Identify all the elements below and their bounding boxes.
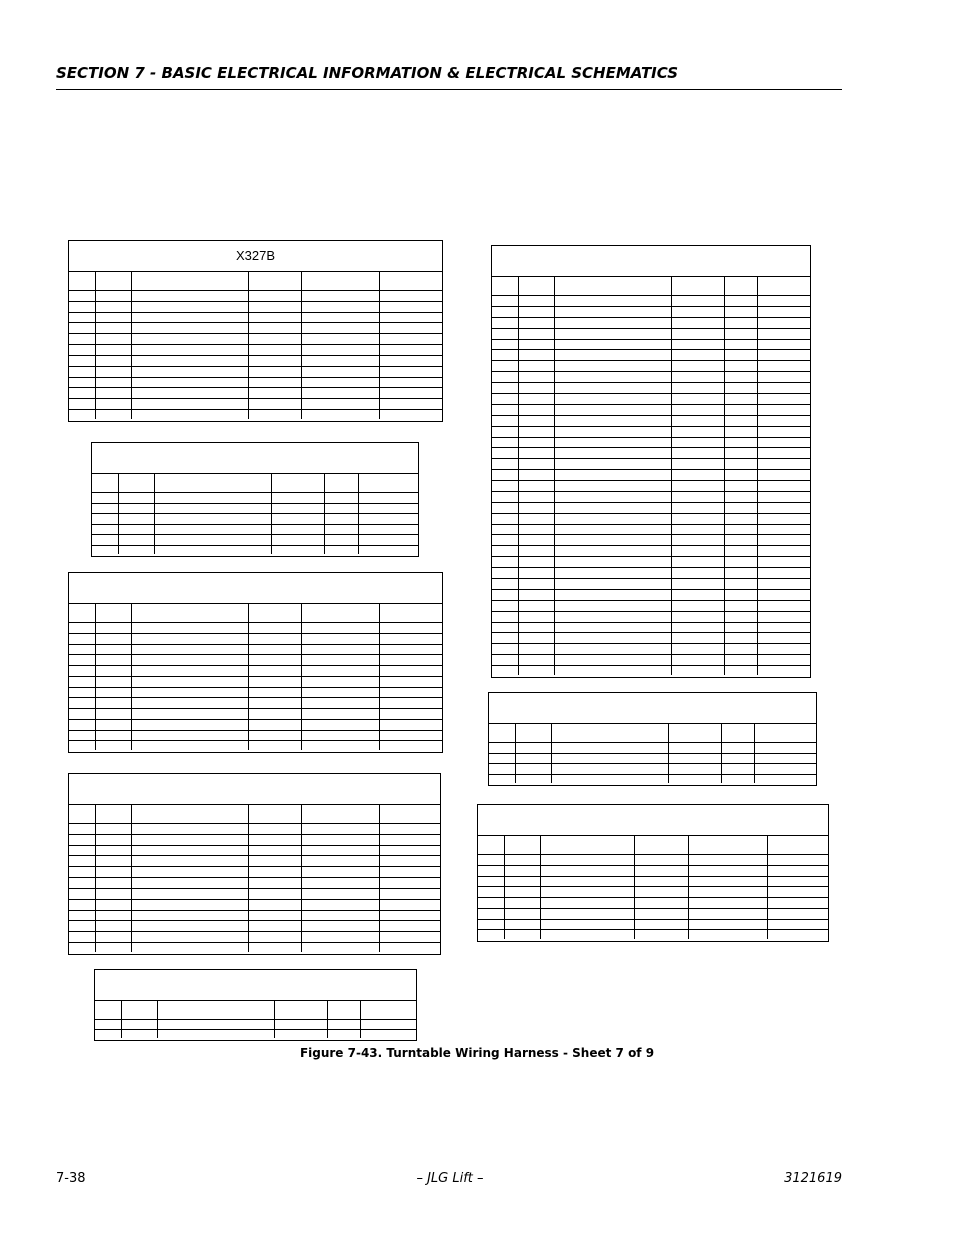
table-row [69, 846, 440, 857]
footer-publisher: – JLG Lift – [416, 1171, 484, 1186]
column-divider [248, 272, 249, 419]
table-row [492, 372, 810, 383]
column-divider [724, 277, 725, 675]
connector-table-title [478, 805, 828, 836]
connector-table-2 [91, 442, 419, 557]
table-row [492, 340, 810, 351]
table-row [492, 503, 810, 514]
table-row [69, 720, 442, 731]
column-divider [360, 1001, 361, 1038]
table-row [69, 334, 442, 345]
column-divider [131, 272, 132, 419]
table-row [492, 612, 810, 623]
table-header-row [95, 1001, 416, 1020]
column-divider [131, 805, 132, 952]
connector-table-4 [68, 773, 441, 955]
table-row [492, 416, 810, 427]
column-divider [154, 474, 155, 554]
table-row [492, 579, 810, 590]
table-row [492, 481, 810, 492]
table-row [69, 313, 442, 324]
table-header-row [69, 604, 442, 623]
table-header-row [92, 474, 418, 493]
connector-table-title: X327B [69, 241, 442, 272]
table-row [69, 410, 442, 421]
header-divider [56, 89, 842, 90]
column-divider [248, 805, 249, 952]
column-divider [327, 1001, 328, 1038]
table-row [492, 296, 810, 307]
table-row [92, 514, 418, 525]
section-title: SECTION 7 - BASIC ELECTRICAL INFORMATION & ELECTRICAL SCHEMATICS [56, 64, 679, 82]
column-divider [757, 277, 758, 675]
table-row [69, 291, 442, 302]
table-row [489, 754, 816, 765]
column-divider [324, 474, 325, 554]
table-row [69, 932, 440, 943]
table-row [492, 470, 810, 481]
table-row [492, 394, 810, 405]
table-row [69, 345, 442, 356]
table-row [492, 329, 810, 340]
table-row [95, 1020, 416, 1030]
connector-table-x327b [68, 240, 443, 422]
table-row [69, 835, 440, 846]
table-row [492, 318, 810, 329]
table-row [478, 920, 828, 931]
table-row [478, 909, 828, 920]
table-row [92, 493, 418, 504]
column-divider [95, 805, 96, 952]
column-divider [767, 836, 768, 939]
table-row [69, 666, 442, 677]
table-header-row [69, 805, 440, 824]
column-divider [379, 604, 380, 750]
table-row [69, 943, 440, 954]
table-row [69, 709, 442, 720]
table-header-row [489, 724, 816, 743]
column-divider [504, 836, 505, 939]
table-row [492, 546, 810, 557]
table-row [69, 889, 440, 900]
table-row [69, 900, 440, 911]
column-divider [671, 277, 672, 675]
column-divider [358, 474, 359, 554]
table-row [492, 383, 810, 394]
table-row [492, 350, 810, 361]
table-row [492, 568, 810, 579]
table-row [492, 307, 810, 318]
column-divider [271, 474, 272, 554]
column-divider [668, 724, 669, 783]
table-row [478, 877, 828, 888]
table-row [492, 644, 810, 655]
table-row [69, 731, 442, 742]
column-divider [379, 272, 380, 419]
table-row [492, 361, 810, 372]
column-divider [248, 604, 249, 750]
table-row [492, 514, 810, 525]
connector-table-8 [477, 804, 829, 942]
table-row [69, 922, 440, 933]
column-divider [274, 1001, 275, 1038]
table-row [92, 504, 418, 515]
table-row [69, 356, 442, 367]
table-row [69, 367, 442, 378]
table-row [69, 677, 442, 688]
column-divider [131, 604, 132, 750]
column-divider [379, 805, 380, 952]
table-row [92, 546, 418, 557]
document-number: 3121619 [784, 1171, 842, 1186]
table-row [492, 590, 810, 601]
table-header-row [492, 277, 810, 296]
table-row [489, 743, 816, 754]
connector-table-title [489, 693, 816, 724]
table-row [69, 302, 442, 313]
connector-table-title [95, 970, 416, 1001]
figure-caption: Figure 7-43. Turntable Wiring Harness - Sheet 7 of 9 [299, 1046, 655, 1060]
table-row [69, 623, 442, 634]
connector-table-3 [68, 572, 443, 753]
connector-table-title [69, 774, 440, 805]
column-divider [540, 836, 541, 939]
table-row [492, 405, 810, 416]
table-row [492, 448, 810, 459]
connector-table-5 [94, 969, 417, 1041]
table-row [69, 645, 442, 656]
table-row [478, 866, 828, 877]
table-row [69, 698, 442, 709]
column-divider [95, 272, 96, 419]
table-row [492, 535, 810, 546]
column-divider [551, 724, 552, 783]
column-divider [721, 724, 722, 783]
connector-table-title [92, 443, 418, 474]
table-row [492, 666, 810, 677]
table-row [492, 525, 810, 536]
table-row [69, 911, 440, 922]
table-row [492, 459, 810, 470]
table-row [69, 324, 442, 335]
column-divider [554, 277, 555, 675]
connector-table-title [69, 573, 442, 604]
table-row [492, 633, 810, 644]
connector-table-6 [491, 245, 811, 678]
connector-table-7 [488, 692, 817, 786]
column-divider [518, 277, 519, 675]
column-divider [515, 724, 516, 783]
column-divider [301, 805, 302, 952]
table-row [95, 1030, 416, 1040]
table-row [478, 930, 828, 941]
table-header-row [69, 272, 442, 291]
table-row [69, 741, 442, 752]
column-divider [157, 1001, 158, 1038]
table-row [92, 525, 418, 536]
table-row [492, 557, 810, 568]
table-row [69, 655, 442, 666]
table-row [489, 775, 816, 786]
table-row [69, 857, 440, 868]
table-row [492, 623, 810, 634]
connector-table-title [492, 246, 810, 277]
table-header-row [478, 836, 828, 855]
column-divider [688, 836, 689, 939]
table-row [478, 855, 828, 866]
table-row [492, 492, 810, 503]
column-divider [301, 272, 302, 419]
page-number: 7-38 [56, 1171, 86, 1186]
table-row [69, 389, 442, 400]
column-divider [95, 604, 96, 750]
table-row [69, 688, 442, 699]
column-divider [634, 836, 635, 939]
table-row [69, 634, 442, 645]
table-row [492, 427, 810, 438]
column-divider [754, 724, 755, 783]
table-row [69, 878, 440, 889]
table-row [69, 867, 440, 878]
table-row [478, 887, 828, 898]
column-divider [118, 474, 119, 554]
column-divider [301, 604, 302, 750]
column-divider [121, 1001, 122, 1038]
table-row [69, 824, 440, 835]
table-row [492, 655, 810, 666]
table-row [92, 535, 418, 546]
table-row [492, 438, 810, 449]
table-row [492, 601, 810, 612]
table-row [478, 898, 828, 909]
table-row [489, 764, 816, 775]
table-row [69, 399, 442, 410]
table-row [69, 378, 442, 389]
